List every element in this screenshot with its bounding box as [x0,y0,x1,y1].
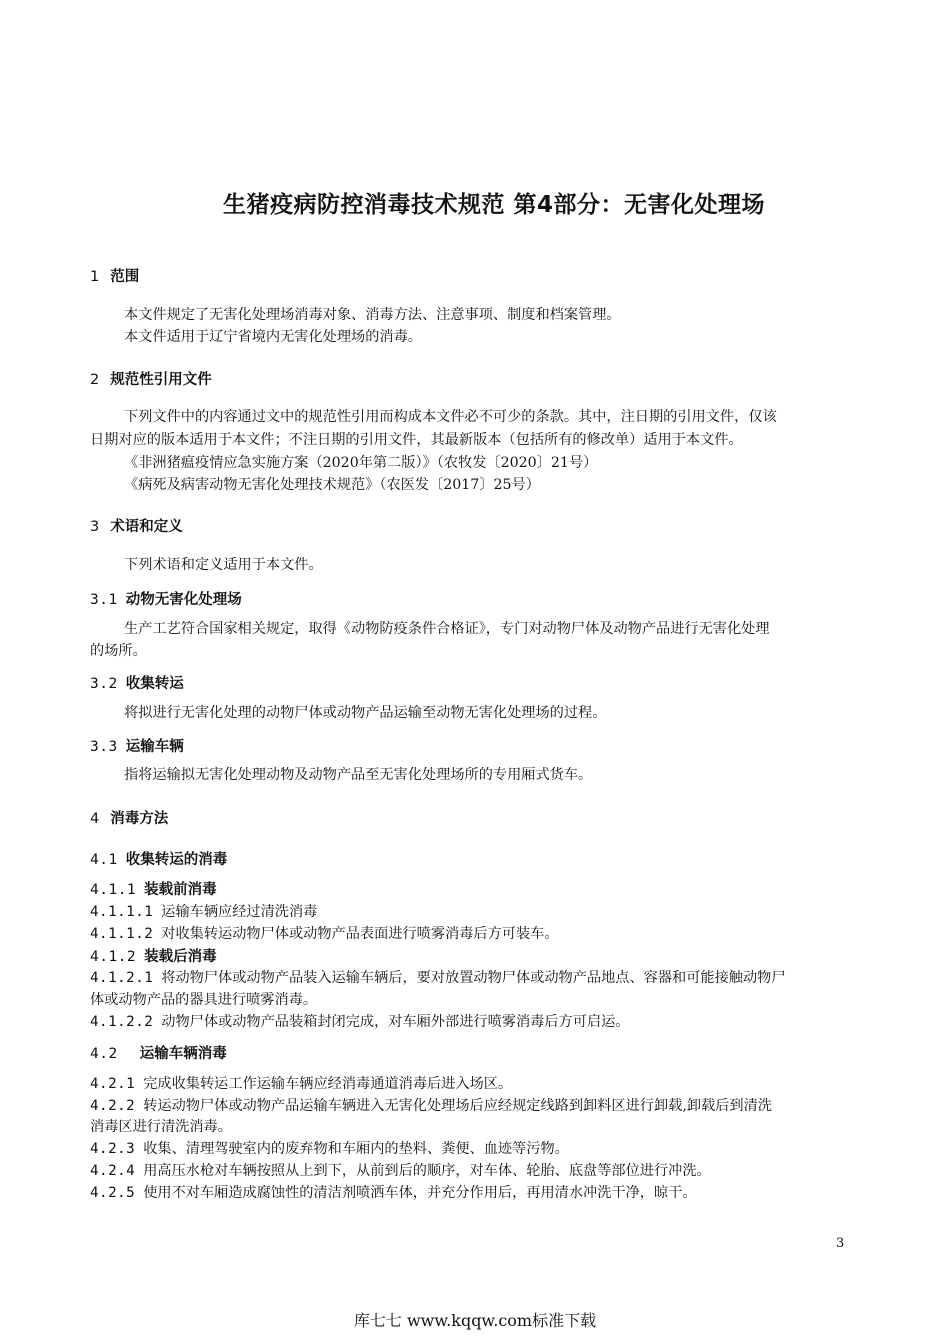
section-number: 1 [90,269,101,285]
document-title: 生猪疫病防控消毒技术规范 第4部分：无害化处理场 [222,192,765,218]
clause-4-1-2-2 [90,1011,630,1031]
clause-4-2-2 [90,1095,772,1115]
section-3-heading [90,515,183,536]
section-4-heading [90,807,168,828]
section-title: 术语和定义 [110,519,183,535]
term-3-2-heading [90,672,184,693]
clause-text: 用高压水枪对车辆按照从上到下，从前到后的顺序，对车体、轮胎、底盘等部位进行冲洗。 [143,1163,711,1179]
term-3-3-heading [90,735,184,756]
term-number: 3.2 [90,676,118,692]
subsection-4-2-heading [90,1042,227,1063]
subsection-number: 4.1.1 [90,882,137,898]
paragraph: 下列文件中的内容通过文中的规范性引用而构成本文件必不可少的条款。其中，注日期的引用文件，仅该 [124,409,777,425]
section-title: 规范性引用文件 [110,372,212,388]
clause-4-2-4 [90,1160,711,1180]
term-number: 3.1 [90,592,118,608]
subsection-number: 4.1.2 [90,949,137,965]
clause-4-1-1-2 [90,923,559,943]
clause-continuation: 体或动物产品的器具进行喷雾消毒。 [90,992,318,1008]
reference-item: 《病死及病害动物无害化处理技术规范》（农医发〔2017〕25号） [124,477,540,493]
section-number: 4 [90,811,101,827]
term-title: 收集转运 [125,676,184,692]
clause-number: 4.1.1.2 [90,926,154,942]
clause-number: 4.2.3 [90,1141,136,1157]
clause-number: 4.2.5 [90,1185,136,1201]
term-definition: 生产工艺符合国家相关规定，取得《动物防疫条件合格证》，专门对动物尸体及动物产品进行无害化处理 [124,621,770,637]
clause-4-2-1 [90,1073,512,1093]
term-title: 运输车辆 [125,739,184,755]
term-number: 3.3 [90,739,118,755]
paragraph: 本文件适用于辽宁省境内无害化处理场的消毒。 [124,329,422,345]
subsection-4-1-2-heading [90,945,217,966]
clause-number: 4.2.4 [90,1163,136,1179]
section-1-heading [90,265,139,286]
subsection-number: 4.2 [90,1046,118,1062]
reference-item: 《非洲猪瘟疫情应急实施方案（2020年第二版）》（农牧发〔2020〕21号） [124,455,598,471]
clause-4-2-5 [90,1182,697,1202]
footer-watermark: 库七七 www.kqqw.com标准下载 [353,1311,597,1330]
clause-text: 收集、清理驾驶室内的废弃物和车厢内的垫料、粪便、血迹等污物。 [143,1141,569,1157]
term-3-1-heading [90,588,242,609]
clause-4-1-2-1 [90,967,786,987]
paragraph: 下列术语和定义适用于本文件。 [124,557,323,573]
subsection-number: 4.1 [90,852,118,868]
section-number: 3 [90,519,101,535]
clause-number: 4.1.2.1 [90,970,154,986]
clause-number: 4.2.1 [90,1076,136,1092]
clause-4-1-1-1 [90,901,317,921]
subsection-title: 运输车辆消毒 [139,1046,227,1062]
section-2-heading [90,368,212,389]
clause-number: 4.1.2.2 [90,1014,154,1030]
clause-number: 4.2.2 [90,1098,136,1114]
subsection-title: 装载后消毒 [144,949,217,965]
subsection-title: 装载前消毒 [144,882,217,898]
subsection-4-1-1-heading [90,878,217,899]
term-title: 动物无害化处理场 [125,592,242,608]
term-definition: 指将运输拟无害化处理动物及动物产品至无害化处理场所的专用厢式货车。 [124,767,593,783]
page-number: 3 [836,1236,845,1251]
clause-text: 将动物尸体或动物产品装入运输车辆后，要对放置动物尸体或动物产品地点、容器和可能接触动物尸 [161,970,786,986]
clause-text: 完成收集转运工作运输车辆应经消毒通道消毒后进入场区。 [143,1076,513,1092]
term-definition: 将拟进行无害化处理的动物尸体或动物产品运输至动物无害化处理场的过程。 [124,705,607,721]
subsection-title: 收集转运的消毒 [125,852,228,868]
clause-number: 4.1.1.1 [90,904,154,920]
section-title: 消毒方法 [110,811,169,827]
subsection-4-1-heading [90,848,227,869]
clause-text: 转运动物尸体或动物产品运输车辆进入无害化处理场后应经规定线路到卸料区进行卸载,卸载后到清洗 [143,1098,772,1114]
clause-continuation: 消毒区进行清洗消毒。 [90,1119,232,1135]
term-definition-continuation: 的场所。 [90,643,147,659]
clause-text: 运输车辆应经过清洗消毒 [161,904,318,920]
section-title: 范围 [110,269,140,285]
clause-text: 对收集转运动物尸体或动物产品表面进行喷雾消毒后方可装车。 [161,926,559,942]
clause-text: 动物尸体或动物产品装箱封闭完成，对车厢外部进行喷雾消毒后方可启运。 [161,1014,630,1030]
paragraph: 本文件规定了无害化处理场消毒对象、消毒方法、注意事项、制度和档案管理。 [124,307,621,323]
paragraph-continuation: 日期对应的版本适用于本文件；不注日期的引用文件，其最新版本（包括所有的修改单）适用于本文件。 [90,432,743,448]
section-number: 2 [90,372,101,388]
clause-4-2-3 [90,1138,569,1158]
clause-text: 使用不对车厢造成腐蚀性的清洁剂喷洒车体，并充分作用后，再用清水冲洗干净，晾干。 [143,1185,697,1201]
